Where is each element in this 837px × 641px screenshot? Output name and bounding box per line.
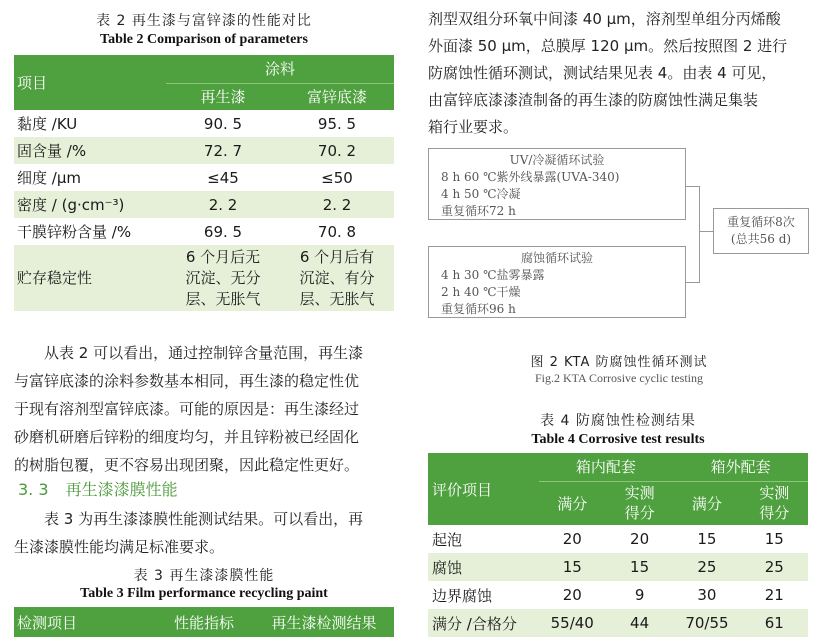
figure2-caption-en: Fig.2 KTA Corrosive cyclic testing [534,371,704,385]
storage-line: 沉淀、有分 [299,268,375,287]
table-row [14,191,394,218]
section-paragraph [14,505,396,561]
paragraph-line: 于现有溶剂型富锌底漆。可能的原因是：再生漆经过 [14,400,360,418]
paragraph-line: 从表 2 可以看出，通过控制锌含量范围，再生漆 [44,344,364,362]
paragraph-line: 的树脂包覆，更不容易出现团聚，因此稳定性更好。 [14,456,360,474]
table4-caption-en: Table 4 Corrosive test results [531,432,705,447]
table-row [14,164,394,191]
table2-cell: 72. 7 [203,141,243,160]
figure2-connector [686,186,699,187]
paragraph-line: 表 3 为再生漆漆膜性能测试结果。可以看出，再 [44,510,364,528]
table4-header-group2: 箱外配套 [710,458,771,477]
table3-header-item: 检测项目 [17,613,78,632]
storage-line: 层、无胀气 [299,289,375,308]
table4-cell: 70/55 [685,614,729,632]
storage-line: 沉淀、无分 [185,268,261,287]
table2-cell: ≤45 [207,168,239,187]
table2-item: 密度 / (g·cm⁻³) [17,196,125,214]
figure2-caption-cn: 图 2 KTA 防腐蚀性循环测试 [530,355,708,370]
figure2-box-line: 8 h 60 ℃紫外线暴露(UVA-340) [441,170,620,184]
figure2-box-title: 腐蚀循环试验 [520,251,593,265]
table2-cell: ≤50 [321,168,353,187]
paragraph-line: 与富锌底漆的涂料参数基本相同，再生漆的稳定性优 [14,372,360,390]
figure2-connector [699,186,700,283]
table-row [14,137,394,164]
table3-header-spec: 性能指标 [173,613,234,632]
table2-item: 固含量 /% [17,142,87,160]
figure2-box-line: 重复循环72 h [441,204,516,218]
figure2-box-title: UV/冷凝循环试验 [509,153,605,167]
table4-item: 边界腐蚀 [432,586,493,605]
paragraph-line: 生漆漆膜性能均满足标准要求。 [14,538,225,556]
figure2-connector [699,231,713,232]
table2-item: 细度 /μm [17,169,81,187]
table4-item: 腐蚀 [432,558,463,577]
table2-header-group: 涂料 [166,55,394,83]
figure2-box-line: (总共56 d) [730,232,792,246]
table4-cell: 20 [562,530,582,548]
table2-item: 贮存稳定性 [17,268,93,287]
table4-sub-full: 满分 [673,481,740,525]
table-row [428,609,808,637]
table4-cell: 15 [764,530,784,548]
table2-cell: 90. 5 [203,114,243,133]
section-heading [18,477,178,500]
paragraph-line: 砂磨机研磨后锌粉的细度均匀，并且锌粉被已经固化 [14,428,360,446]
table2-cell: 2. 2 [208,195,238,214]
storage-line: 6 个月后有 [299,247,375,266]
table2-cell [280,245,394,311]
table3-caption-en: Table 3 Film performance recycling paint [80,586,328,601]
table4-cell: 55/40 [550,614,594,632]
figure2-corrosion-box [428,246,686,318]
table2-item: 干膜锌粉含量 /% [17,223,132,241]
paragraph-line: 剂型双组分环氧中间漆 40 μm，溶剂型单组分丙烯酸 [428,10,781,28]
section-number: 3. 3 [18,480,49,499]
table2-header-item: 项目 [14,55,166,110]
paragraph-line: 外面漆 50 μm，总膜厚 120 μm。然后按照图 2 进行 [428,37,788,55]
table2-header-col1: 再生漆 [166,83,280,110]
table2-header-col2: 富锌底漆 [280,83,394,110]
table4-sub-actual: 实测得分 [606,481,673,525]
table4-cell: 15 [630,558,650,576]
table2-caption-cn: 表 2 再生漆与富锌漆的性能对比 [96,13,312,29]
table4 [428,453,808,637]
figure2-connector [686,282,699,283]
figure2-box-line: 4 h 30 ℃盐雾暴露 [441,268,545,282]
table4-cell: 25 [697,558,717,576]
table2-cell [166,245,280,311]
table4-cell: 61 [764,614,784,632]
table-row [428,581,808,609]
table4-cell: 20 [562,586,582,604]
table2-cell: 69. 5 [203,222,243,241]
table4-item: 满分 /合格分 [432,614,517,633]
paragraph-line: 防腐蚀性循环测试，测试结果见表 4。由表 4 可见， [428,64,777,82]
table2-cell: 70. 8 [317,222,357,241]
table-row [428,553,808,581]
table-row [14,245,394,311]
table-row [14,110,394,137]
table3-caption-cn: 表 3 再生漆漆膜性能 [133,568,275,584]
table4-cell: 15 [562,558,582,576]
table4-cell: 21 [764,586,784,604]
table2 [14,55,394,311]
table-row [14,218,394,245]
figure2-repeat-box [713,208,809,254]
left-paragraph [14,339,396,479]
table4-sub-full: 满分 [539,481,606,525]
table-row [428,525,808,553]
storage-line: 层、无胀气 [185,289,261,308]
table4-item: 起泡 [432,530,463,549]
right-paragraph [428,6,812,141]
figure2-box-line: 重复循环96 h [441,302,516,316]
table2-caption-en: Table 2 Comparison of parameters [100,32,308,47]
paragraph-line: 箱行业要求。 [428,118,519,136]
table2-cell: 95. 5 [317,114,357,133]
table4-cell: 25 [764,558,784,576]
paragraph-line: 由富锌底漆漆渣制备的再生漆的防腐蚀性满足集装 [428,91,759,109]
table4-header-item: 评价项目 [432,480,493,499]
table3-header-result: 再生漆检测结果 [271,613,377,632]
section-title: 再生漆漆膜性能 [65,480,178,499]
table4-cell: 30 [697,586,717,604]
table4-cell: 9 [634,586,645,604]
figure2-box-line: 4 h 50 ℃冷凝 [441,187,521,201]
table2-cell: 70. 2 [317,141,357,160]
table4-cell: 44 [630,614,650,632]
table2-cell: 2. 2 [322,195,352,214]
figure2-box-line: 2 h 40 ℃干燥 [441,285,521,299]
table4-cell: 20 [630,530,650,548]
table3 [14,607,394,637]
table4-cell: 15 [697,530,717,548]
table4-caption-cn: 表 4 防腐蚀性检测结果 [540,413,696,429]
table4-header-group1: 箱内配套 [575,458,636,477]
table2-item: 黏度 /KU [17,115,78,133]
table4-sub-actual: 实测得分 [741,481,808,525]
storage-line: 6 个月后无 [185,247,261,266]
figure2-box-line: 重复循环8次 [727,215,795,229]
figure2-uv-box [428,148,686,220]
